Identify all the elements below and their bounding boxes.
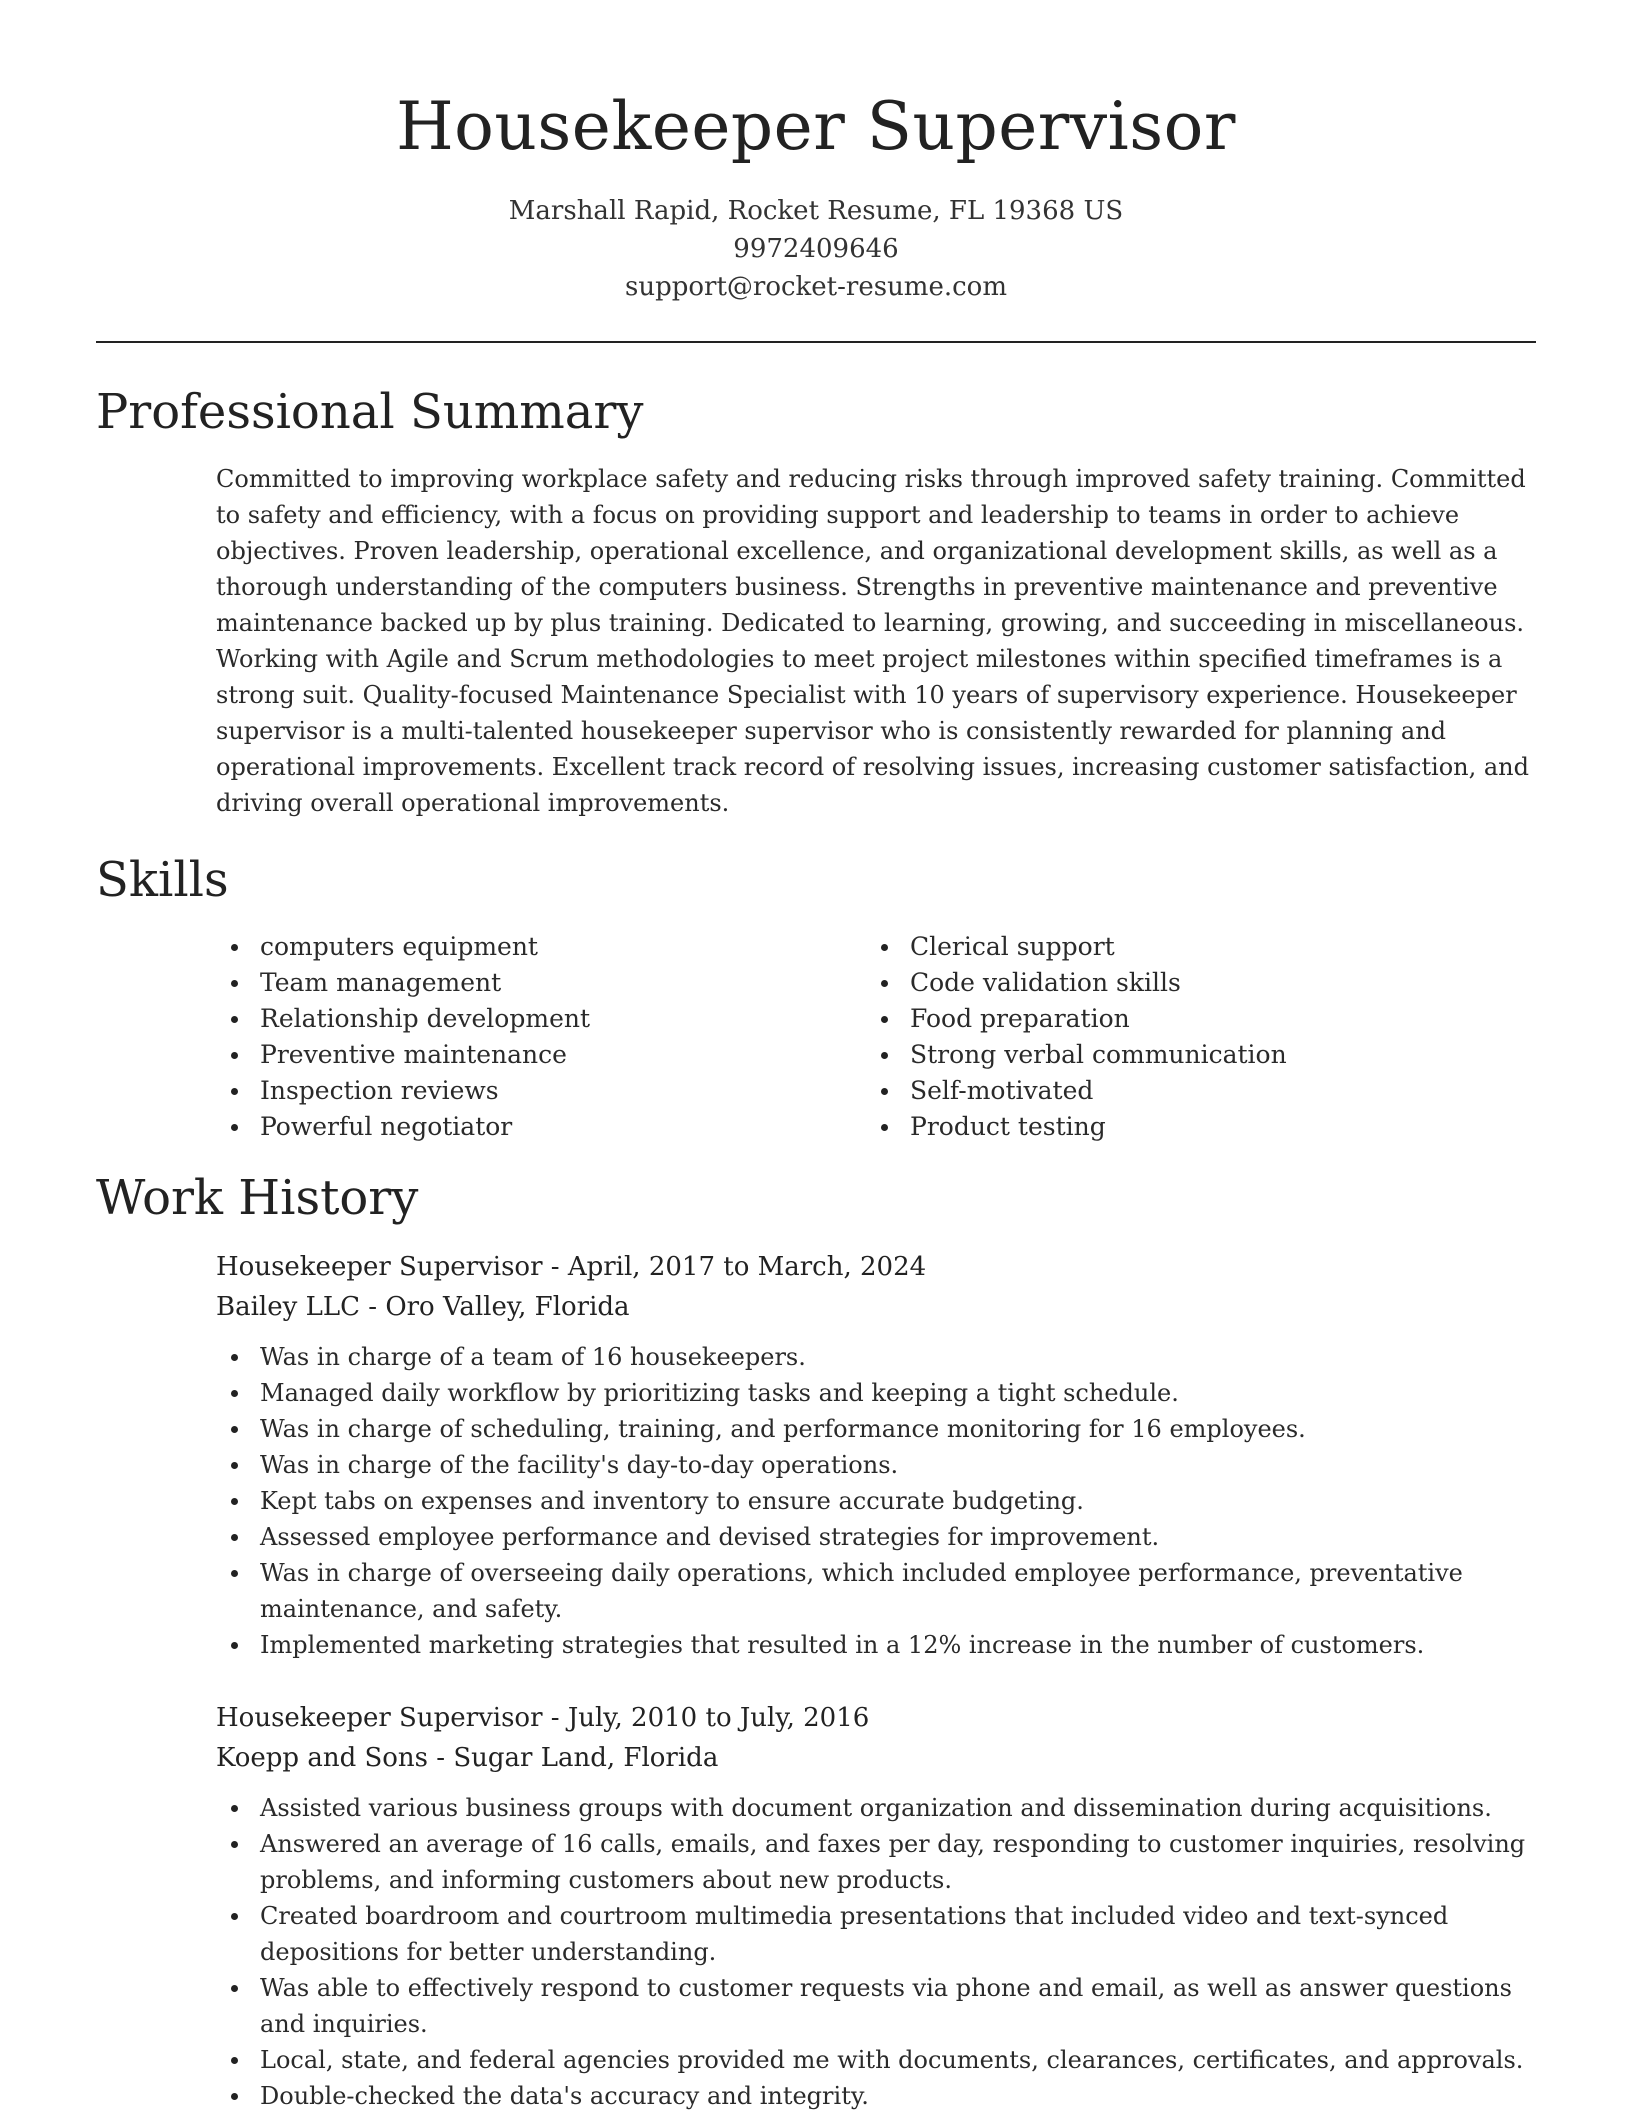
work-history-heading: Work History [96, 1170, 419, 1226]
job-bullet: Was in charge of the facility's day-to-day operations. [216, 1447, 1536, 1483]
skill-item: Food preparation [866, 1001, 1536, 1037]
skill-item: Preventive maintenance [216, 1037, 836, 1073]
contact-address: Marshall Rapid, Rocket Resume, FL 19368 US [508, 196, 1124, 226]
job-bullets [216, 1339, 1536, 1663]
job-bullet: Was able to effectively respond to customer requests via phone and email, as well as answer questions and inquiries. [216, 1970, 1536, 2042]
skills-list-right [866, 929, 1536, 1145]
job-entry [216, 1698, 1536, 2114]
job-company-line: Bailey LLC - Oro Valley, Florida [216, 1292, 630, 1322]
job-bullet: Assisted various business groups with document organization and dissemination during acquisitions. [216, 1790, 1536, 1826]
skills-heading: Skills [96, 852, 229, 908]
job-bullet: Was in charge of scheduling, training, and performance monitoring for 16 employees. [216, 1411, 1536, 1447]
job-bullet: Was in charge of a team of 16 housekeepers. [216, 1339, 1536, 1375]
job-bullet: Managed daily workflow by prioritizing tasks and keeping a tight schedule. [216, 1375, 1536, 1411]
skills-list-left [216, 929, 836, 1145]
skill-item: computers equipment [216, 929, 836, 965]
skill-item: Inspection reviews [216, 1073, 836, 1109]
job-bullet: Assessed employee performance and devised strategies for improvement. [216, 1519, 1536, 1555]
contact-phone: 9972409646 [733, 234, 899, 264]
job-bullet: Kept tabs on expenses and inventory to ensure accurate budgeting. [216, 1483, 1536, 1519]
job-title-line: Housekeeper Supervisor - April, 2017 to March, 2024 [216, 1252, 927, 1282]
job-company-line: Koepp and Sons - Sugar Land, Florida [216, 1743, 719, 1773]
candidate-name: Housekeeper Supervisor [396, 88, 1236, 165]
skill-item: Relationship development [216, 1001, 836, 1037]
header-divider [96, 341, 1536, 343]
summary-text: Committed to improving workplace safety and reducing risks through improved safety training. Committed to safety and efficiency, with a focus on providing support and leadership to teams in order to achieve objectives. Proven leadership, operational excellence, and organizational development skills, as well as a thorough understanding of the computers business. Strengths in preventive maintenance and preventive maintenance backed up by plus training. Dedicated to learning, growing, and succeeding in miscellaneous. Working with Agile and Scrum methodologies to meet project milestones within specified timeframes is a strong suit. Quality-focused Maintenance Specialist with 10 years of supervisory experience. Housekeeper supervisor is a multi-talented housekeeper supervisor who is consistently rewarded for planning and operational improvements. Excellent track record of resolving issues, increasing customer satisfaction, and driving overall operational improvements. [216, 465, 1529, 817]
skill-item: Product testing [866, 1109, 1536, 1145]
job-bullet: Local, state, and federal agencies provided me with documents, clearances, certificates, and approvals. [216, 2042, 1536, 2078]
job-bullet: Answered an average of 16 calls, emails, and faxes per day, responding to customer inquiries, resolving problems, and informing customers about new products. [216, 1826, 1536, 1898]
skill-item: Team management [216, 965, 836, 1001]
skill-item: Clerical support [866, 929, 1536, 965]
skill-item: Code validation skills [866, 965, 1536, 1001]
skill-item: Powerful negotiator [216, 1109, 836, 1145]
skill-item: Strong verbal communication [866, 1037, 1536, 1073]
resume-header [0, 0, 1632, 306]
job-bullet: Created boardroom and courtroom multimedia presentations that included video and text-synced depositions for better understanding. [216, 1898, 1536, 1970]
job-bullet: Double-checked the data's accuracy and integrity. [216, 2078, 1536, 2114]
job-entry [216, 1247, 1536, 1663]
job-title-line: Housekeeper Supervisor - July, 2010 to July, 2016 [216, 1703, 870, 1733]
job-bullet: Was in charge of overseeing daily operations, which included employee performance, preventative maintenance, and safety. [216, 1555, 1536, 1627]
contact-block [0, 192, 1632, 306]
job-bullets [216, 1790, 1536, 2114]
job-bullet: Implemented marketing strategies that resulted in a 12% increase in the number of customers. [216, 1627, 1536, 1663]
contact-email: support@rocket-resume.com [624, 272, 1007, 302]
skill-item: Self-motivated [866, 1073, 1536, 1109]
summary-heading: Professional Summary [96, 384, 644, 440]
